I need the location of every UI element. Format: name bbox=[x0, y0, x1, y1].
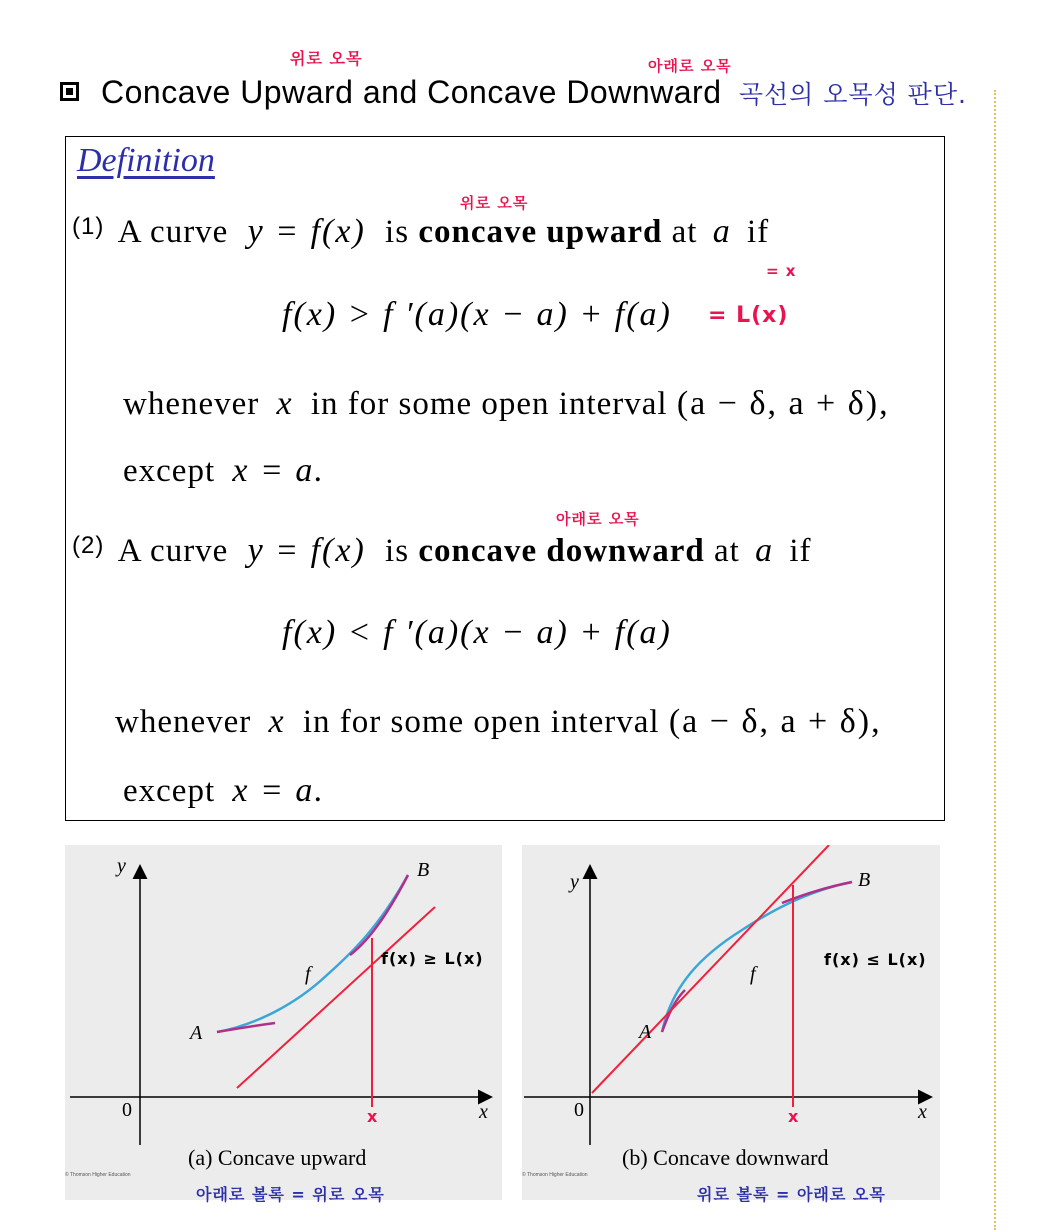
item2-interval: (a − δ, a + δ), bbox=[668, 703, 882, 740]
figure-b-caption: (b) Concave downward bbox=[622, 1145, 829, 1170]
figure-b-curve-label: f bbox=[750, 963, 756, 985]
item1-whenever-line bbox=[123, 385, 890, 423]
item2-term: concave downward bbox=[418, 533, 705, 569]
annotation-item1-L: = L(x) bbox=[708, 303, 789, 328]
item2-at: at bbox=[713, 533, 740, 569]
figure-a-curve-label: f bbox=[305, 963, 311, 985]
item1-a: a bbox=[712, 213, 732, 250]
figure-b-point-B: B bbox=[858, 869, 871, 891]
item1-interval-text: in for some open interval bbox=[310, 386, 668, 422]
figure-a-annotation-caption: 아래로 볼록 = 위로 오목 bbox=[196, 1185, 385, 1204]
item1-inequality: f(x) > f ′(a)(x − a) + f(a) bbox=[282, 296, 672, 333]
figure-b-origin: 0 bbox=[574, 1099, 584, 1121]
item2-x: x bbox=[268, 703, 286, 740]
item1-except: except bbox=[123, 453, 216, 489]
annotation-downward: 아래로 오목 bbox=[648, 57, 732, 75]
figure-a-annotation-ineq: f(x) ≥ L(x) bbox=[381, 949, 484, 968]
margin-guide bbox=[994, 90, 996, 1230]
item2-except-line bbox=[123, 772, 325, 810]
annotation-item1-term: 위로 오목 bbox=[460, 194, 529, 212]
item1-except-line bbox=[123, 452, 325, 490]
item1-at: at bbox=[671, 214, 698, 250]
figure-a-x-label: x bbox=[479, 1101, 488, 1123]
item1-curve: y = f(x) bbox=[247, 213, 366, 250]
annotation-item2-term: 아래로 오목 bbox=[556, 510, 640, 528]
item1-lead: A curve bbox=[117, 214, 229, 250]
item1-whenever: whenever bbox=[123, 386, 260, 422]
annotation-upward: 위로 오목 bbox=[290, 49, 363, 68]
item2-interval-text: in for some open interval bbox=[302, 704, 660, 740]
item2-if: if bbox=[789, 533, 812, 569]
item1-is: is bbox=[385, 214, 410, 250]
figure-a-curve bbox=[217, 875, 408, 1032]
item2-number: (2) bbox=[72, 532, 105, 559]
item2-a: a bbox=[755, 532, 775, 569]
item2-curve: y = f(x) bbox=[247, 532, 366, 569]
figure-b-point-A: A bbox=[639, 1021, 652, 1043]
figure-b-annotation-caption: 위로 볼록 = 아래로 오목 bbox=[697, 1185, 886, 1204]
item2-line bbox=[72, 532, 811, 570]
item1-term: concave upward bbox=[418, 214, 663, 250]
item2-is: is bbox=[385, 533, 410, 569]
item2-except-math: x = a. bbox=[232, 772, 325, 809]
figure-b-annotation-x: x bbox=[788, 1107, 800, 1126]
item2-except: except bbox=[123, 773, 216, 809]
section-title-text: Concave Upward and Concave Downward bbox=[101, 74, 722, 110]
figure-a-annotation-x: x bbox=[367, 1107, 379, 1126]
figure-a-y-label: y bbox=[117, 855, 126, 877]
item2-inequality: f(x) < f ′(a)(x − a) + f(a) bbox=[282, 614, 672, 651]
figure-b-annotation-ineq: f(x) ≤ L(x) bbox=[824, 950, 927, 969]
figure-a-point-B: B bbox=[417, 859, 430, 881]
item1-number: (1) bbox=[72, 213, 105, 240]
figure-b-credit: © Thomson Higher Education bbox=[522, 1172, 588, 1178]
item1-interval: (a − δ, a + δ), bbox=[676, 385, 890, 422]
figure-a-origin: 0 bbox=[122, 1099, 132, 1121]
section-title bbox=[60, 74, 967, 111]
definition-heading: Definition bbox=[77, 142, 215, 179]
item1-if: if bbox=[746, 214, 770, 250]
item1-line bbox=[72, 213, 769, 251]
figure-a-caption: (a) Concave upward bbox=[188, 1145, 367, 1170]
square-bullet-icon bbox=[60, 82, 79, 101]
annotation-item1-x: = x bbox=[766, 262, 797, 280]
figure-b-x-label: x bbox=[918, 1101, 927, 1123]
figure-a-credit: © Thomson Higher Education bbox=[65, 1172, 131, 1178]
item1-x: x bbox=[276, 385, 294, 422]
figure-a-tangent-line bbox=[237, 907, 435, 1088]
item2-whenever-line bbox=[115, 703, 882, 741]
figure-a-point-A: A bbox=[190, 1022, 203, 1044]
figure-b-panel bbox=[522, 845, 940, 1204]
item2-lead: A curve bbox=[117, 533, 229, 569]
figure-a-panel bbox=[65, 845, 502, 1204]
annotation-tail: 곡선의 오목성 판단. bbox=[738, 80, 967, 109]
item2-whenever: whenever bbox=[115, 704, 252, 740]
item1-except-math: x = a. bbox=[232, 452, 325, 489]
figure-b-y-label: y bbox=[570, 871, 579, 893]
